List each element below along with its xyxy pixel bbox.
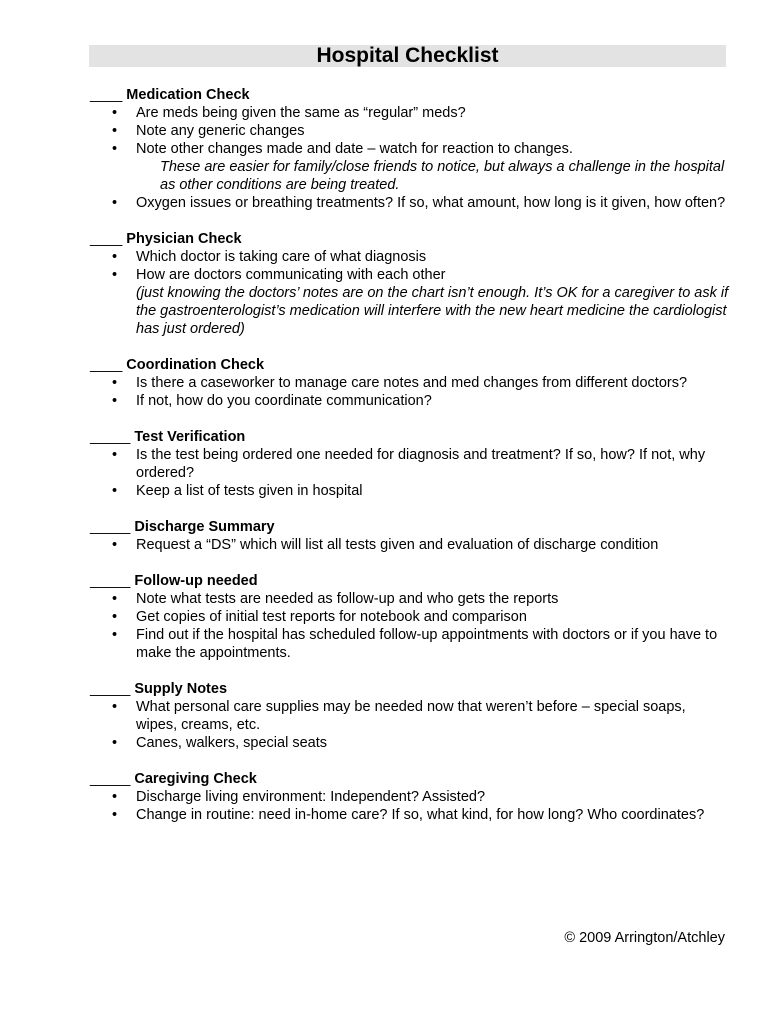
list-item (90, 392, 730, 410)
bullet-icon: • (112, 105, 118, 121)
item-text: Which doctor is taking care of what diagnosis (136, 249, 427, 265)
list-item (90, 104, 730, 122)
bullet-list (90, 104, 730, 212)
list-item (90, 590, 730, 608)
item-text: Is there a caseworker to manage care notes and med changes from different doctors? (136, 375, 688, 391)
item-text: Get copies of initial test reports for notebook and comparison (136, 609, 527, 625)
section-header (90, 770, 730, 788)
item-text: If not, how do you coordinate communication? (136, 393, 432, 409)
checklist-section (90, 230, 730, 338)
bullet-icon: • (112, 627, 118, 643)
item-text: Note any generic changes (136, 123, 305, 139)
section-header (90, 680, 730, 698)
section-header (90, 86, 730, 104)
check-blank: _____ (90, 681, 131, 697)
checklist-section (90, 518, 730, 554)
bullet-list (90, 698, 730, 752)
check-blank: _____ (90, 429, 131, 445)
check-blank: _____ (90, 519, 131, 535)
list-item (90, 806, 730, 824)
section-header (90, 572, 730, 590)
item-text: Oxygen issues or breathing treatments? If so, what amount, how long is it given, how often? (136, 195, 726, 211)
bullet-icon: • (112, 591, 118, 607)
item-note: (just knowing the doctors’ notes are on the chart isn’t enough. It’s OK for a caregiver to ask if the gastroenterologist’s medication will interfere with the new heart medicine the cardiologist has just ordered) (136, 285, 729, 337)
item-text: Change in routine: need in-home care? If so, what kind, for how long? Who coordinates? (136, 807, 705, 823)
section-title: Medication Check (126, 87, 250, 103)
section-title: Supply Notes (134, 681, 228, 697)
list-item (90, 122, 730, 140)
bullet-icon: • (112, 447, 118, 463)
item-text: How are doctors communicating with each other (136, 267, 446, 283)
item-text: Is the test being ordered one needed for diagnosis and treatment? If so, how? If not, why ordered? (136, 447, 706, 481)
checklist-section (90, 770, 730, 824)
bullet-icon: • (112, 375, 118, 391)
list-item (90, 482, 730, 500)
bullet-list (90, 788, 730, 824)
checklist-section (90, 572, 730, 662)
bullet-icon: • (112, 735, 118, 751)
bullet-icon: • (112, 195, 118, 211)
bullet-icon: • (112, 699, 118, 715)
section-header (90, 518, 730, 536)
list-item (90, 446, 730, 482)
item-text: Note other changes made and date – watch for reaction to changes. (136, 141, 573, 157)
bullet-icon: • (112, 537, 118, 553)
check-blank: _____ (90, 771, 131, 787)
section-title: Coordination Check (126, 357, 265, 373)
checklist-section (90, 680, 730, 752)
check-blank: ____ (90, 357, 123, 373)
item-text: Keep a list of tests given in hospital (136, 483, 363, 499)
bullet-list (90, 536, 730, 554)
checklist-section (90, 428, 730, 500)
list-item (90, 140, 730, 158)
list-item (90, 734, 730, 752)
item-text: Request a “DS” which will list all tests given and evaluation of discharge condition (136, 537, 659, 553)
checklist-body (90, 86, 730, 842)
bullet-icon: • (112, 249, 118, 265)
section-title: Discharge Summary (134, 519, 275, 535)
item-text: Note what tests are needed as follow-up and who gets the reports (136, 591, 559, 607)
bullet-icon: • (112, 267, 118, 283)
section-title: Caregiving Check (134, 771, 257, 787)
check-blank: _____ (90, 573, 131, 589)
list-item (90, 626, 730, 662)
bullet-icon: • (112, 393, 118, 409)
copyright-footer: © 2009 Arrington/Atchley (564, 930, 725, 946)
list-item (90, 194, 730, 212)
page-title: Hospital Checklist (89, 45, 726, 67)
bullet-icon: • (112, 123, 118, 139)
bullet-icon: • (112, 141, 118, 157)
item-text: Canes, walkers, special seats (136, 735, 327, 751)
section-title: Physician Check (126, 231, 242, 247)
bullet-icon: • (112, 483, 118, 499)
list-item (90, 248, 730, 266)
bullet-icon: • (112, 789, 118, 805)
item-text: Find out if the hospital has scheduled follow-up appointments with doctors or if you have to make the appointments. (136, 627, 718, 661)
list-item (90, 698, 730, 734)
section-title: Test Verification (134, 429, 246, 445)
checklist-section (90, 86, 730, 212)
bullet-icon: • (112, 609, 118, 625)
bullet-list (90, 248, 730, 338)
list-item (90, 788, 730, 806)
section-title: Follow-up needed (134, 573, 258, 589)
bullet-list (90, 374, 730, 410)
item-sub-note: These are easier for family/close friends to notice, but always a challenge in the hospital as other conditions are being treated. (160, 159, 725, 193)
section-header (90, 356, 730, 374)
item-text: What personal care supplies may be needed now that weren’t before – special soaps, wipes, creams, etc. (136, 699, 686, 733)
bullet-list (90, 590, 730, 662)
item-text: Are meds being given the same as “regular” meds? (136, 105, 466, 121)
item-text: Discharge living environment: Independent? Assisted? (136, 789, 486, 805)
checklist-section (90, 356, 730, 410)
check-blank: ____ (90, 87, 123, 103)
list-item (90, 266, 730, 338)
check-blank: ____ (90, 231, 123, 247)
list-item (90, 536, 730, 554)
bullet-icon: • (112, 807, 118, 823)
list-item (90, 374, 730, 392)
section-header (90, 230, 730, 248)
section-header (90, 428, 730, 446)
bullet-list (90, 446, 730, 500)
list-item (90, 608, 730, 626)
